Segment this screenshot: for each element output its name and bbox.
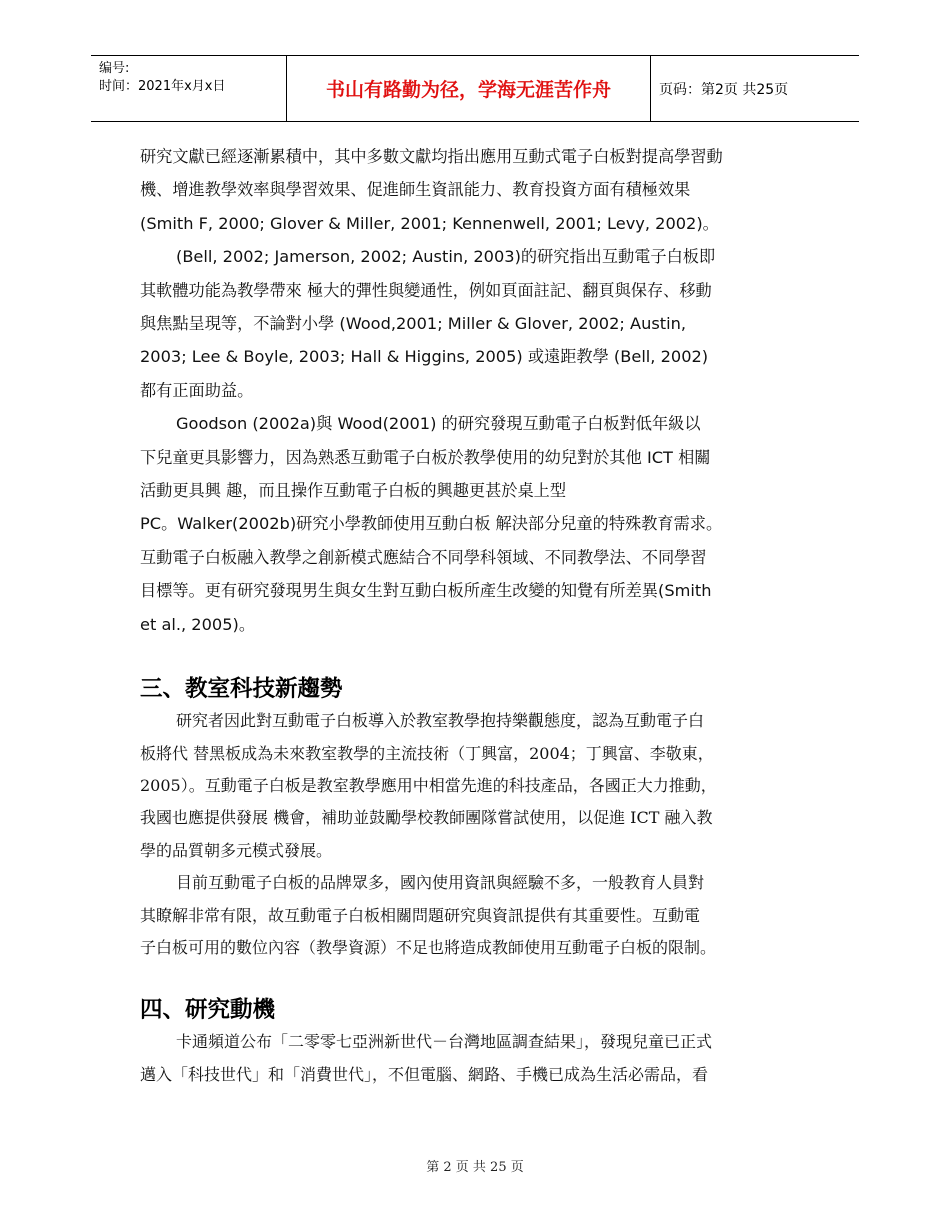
paragraph-6: 卡通頻道公布「二零零七亞洲新世代－台灣地區調查結果」，發現兒童已正式 邁入「科技世代」和「消費世代」，不但電腦、網路、手機已成為生活必需品，看	[140, 1032, 713, 1084]
number-label: 编号:	[99, 61, 130, 76]
paragraph-5: 目前互動電子白板的品牌眾多，國內使用資訊與經驗不多，一般教育人員對 其瞭解非常有限，故互動電子白板相關問題研究與資訊提供有其重要性。互動電 子白板可用的數位內容（教學資源）不足也將造成教師使用互動電子白板的限制。	[140, 873, 717, 957]
section-heading-4: 四、研究動機	[140, 997, 276, 1024]
time-label: 时间：2021年x月x日	[99, 79, 226, 94]
section-heading-3: 三、教室科技新趨勢	[140, 676, 343, 703]
paragraph-4: 研究者因此對互動電子白板導入於教室教學抱持樂觀態度，認為互動電子白 板將代 替黑板成為未來教室教學的主流技術（丁興富，2004；丁興富、李敬東， 2005）。互動電子白板是教室教學應用中相當先進的科技產品，各國正大力推動， 我國也應提供發展 機會，補助並鼓勵學校教師團隊嘗試使用，以促進 ICT 融入教 學的品質朝多元模式發展。	[140, 711, 717, 860]
header-table	[91, 55, 859, 122]
header-page-info: 页码：第2页 共25页	[659, 81, 789, 98]
header-motto: 书山有路勤为径，学海无涯苦作舟	[287, 56, 651, 121]
header-meta	[91, 56, 287, 121]
page-footer: 第 2 页 共 25 页	[426, 1160, 524, 1175]
document-body	[140, 140, 816, 1091]
paragraph-1: 研究文獻已經逐漸累積中，其中多數文獻均指出應用互動式電子白板對提高學習動 機、增進教學效率與學習效果、促進師生資訊能力、教育投資方面有積極效果 (Smith F, 2000; Glover & Miller, 2001; Kennenwell, 2001; Levy, 2002)。	[140, 147, 723, 233]
paragraph-3: Goodson (2002a)與 Wood(2001) 的研究發現互動電子白板對低年級以 下兒童更具影響力，因為熟悉互動電子白板於教學使用的幼兒對於其他 ICT 相關 活動更具興 趣，而且操作互動電子白板的興趣更甚於桌上型 PC。Walker(2002b)研究小學教師使用互動白板 解決部分兒童的特殊教育需求。 互動電子白板融入教學之創新模式應結合不同學科領域、不同教學法、不同學習 目標等。更有研究發現男生與女生對互動白板所產生改變的知覺有所差異(Smith et al., 2005)。	[140, 414, 723, 634]
paragraph-2: (Bell, 2002; Jamerson, 2002; Austin, 2003)的研究指出互動電子白板即 其軟體功能為教學帶來 極大的彈性與變通性，例如頁面註記、翻頁與保存、移動 與焦點呈現等，不論對小學 (Wood,2001; Miller & Glover, 2002; Austin, 2003; Lee & Boyle, 2003; Hall & Higgins, 2005) 或遠距教學 (Bell, 2002) 都有正面助益。	[140, 247, 716, 400]
